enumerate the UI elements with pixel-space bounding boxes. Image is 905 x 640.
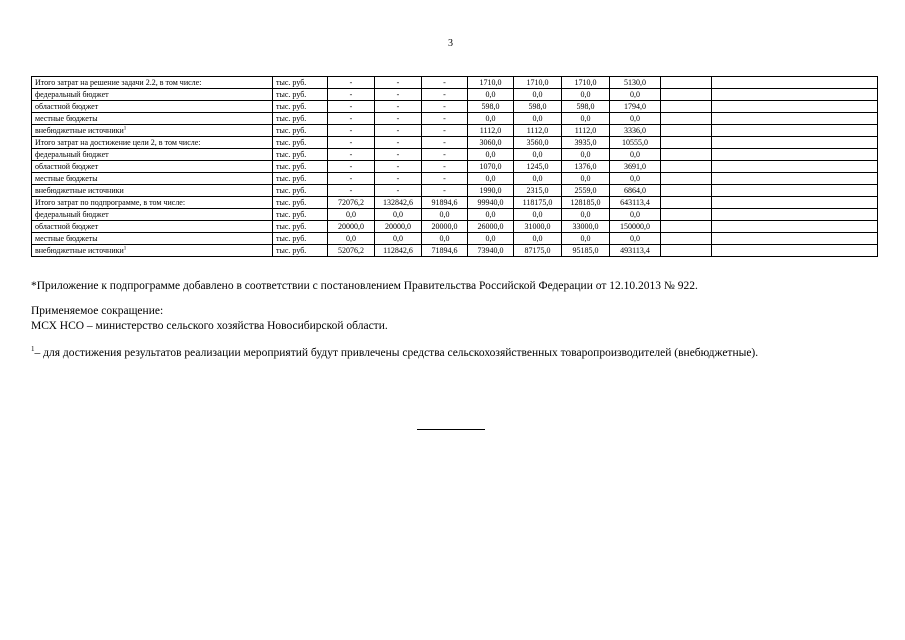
value-cell: - [422,161,468,173]
closing-rule [417,429,485,430]
table-row [32,161,878,173]
appendix-note: *Приложение к подпрограмме добавлено в соответствии с постановлением Правительства Российской Федерации от 12.10.2013 № 922. [31,280,698,292]
row-label-cell [32,113,273,125]
value-cell: 1710,0 [562,77,610,89]
value-cell: 0,0 [610,149,661,161]
value-cell [712,149,878,161]
table-row [32,137,878,149]
value-cell [712,137,878,149]
value-cell [661,221,712,233]
value-cell: 1112,0 [468,125,514,137]
table-row [32,245,878,257]
value-cell: - [328,185,375,197]
value-cell: 0,0 [562,113,610,125]
unit-cell: тыс. руб. [273,101,328,113]
table-row [32,221,878,233]
row-label: Итого затрат на достижение цели 2, в том числе: [35,138,201,147]
row-label: местные бюджеты [35,114,98,123]
value-cell: 0,0 [468,209,514,221]
value-cell [712,77,878,89]
value-cell: 99940,0 [468,197,514,209]
value-cell: - [375,149,422,161]
value-cell: 1245,0 [514,161,562,173]
value-cell: 91894,6 [422,197,468,209]
row-label: внебюджетные источники [35,186,124,195]
row-label-cell [32,101,273,113]
value-cell: - [375,101,422,113]
value-cell: 0,0 [610,233,661,245]
value-cell [712,161,878,173]
value-cell: 0,0 [468,89,514,101]
value-cell: 0,0 [375,209,422,221]
value-cell: - [375,161,422,173]
value-cell: 0,0 [514,149,562,161]
value-cell: 1112,0 [562,125,610,137]
table-row [32,125,878,137]
value-cell [712,185,878,197]
value-cell: 26000,0 [468,221,514,233]
unit-cell: тыс. руб. [273,77,328,89]
value-cell: 493113,4 [610,245,661,257]
value-cell: 0,0 [514,233,562,245]
value-cell [661,101,712,113]
row-label-cell [32,209,273,221]
row-label-cell [32,137,273,149]
table-row [32,149,878,161]
table-row [32,113,878,125]
value-cell: 3691,0 [610,161,661,173]
row-label-cell [32,149,273,161]
row-label-cell [32,77,273,89]
unit-cell: тыс. руб. [273,233,328,245]
row-label-cell [32,185,273,197]
table-row [32,209,878,221]
value-cell: - [328,149,375,161]
unit-cell: тыс. руб. [273,161,328,173]
value-cell [712,209,878,221]
value-cell: 0,0 [328,209,375,221]
unit-cell: тыс. руб. [273,89,328,101]
footnote-mark: 1 [31,345,35,354]
value-cell: - [375,185,422,197]
unit-cell: тыс. руб. [273,197,328,209]
value-cell: 0,0 [468,113,514,125]
value-cell: 128185,0 [562,197,610,209]
value-cell: 0,0 [562,173,610,185]
value-cell: 2315,0 [514,185,562,197]
value-cell [661,89,712,101]
value-cell: 0,0 [562,209,610,221]
value-cell [661,209,712,221]
value-cell [712,89,878,101]
value-cell: 1376,0 [562,161,610,173]
value-cell [661,245,712,257]
value-cell [661,161,712,173]
value-cell: 0,0 [422,233,468,245]
row-label: федеральный бюджет [35,150,109,159]
row-label: Итого затрат на решение задачи 2.2, в том числе: [35,78,202,87]
value-cell [661,125,712,137]
row-label: федеральный бюджет [35,90,109,99]
value-cell: 73940,0 [468,245,514,257]
row-label: местные бюджеты [35,234,98,243]
value-cell [712,113,878,125]
value-cell [712,221,878,233]
value-cell: 5130,0 [610,77,661,89]
unit-cell: тыс. руб. [273,125,328,137]
value-cell: - [328,113,375,125]
value-cell: - [328,125,375,137]
value-cell: - [328,137,375,149]
value-cell: 1990,0 [468,185,514,197]
unit-cell: тыс. руб. [273,137,328,149]
value-cell: 0,0 [562,89,610,101]
value-cell: 0,0 [610,173,661,185]
value-cell: 72076,2 [328,197,375,209]
table-row [32,77,878,89]
value-cell [661,113,712,125]
value-cell: 598,0 [468,101,514,113]
unit-cell: тыс. руб. [273,245,328,257]
row-label: федеральный бюджет [35,210,109,219]
value-cell: 33000,0 [562,221,610,233]
row-label-cell [32,125,273,137]
row-label-cell [32,89,273,101]
value-cell: 0,0 [514,209,562,221]
value-cell [661,149,712,161]
row-label: местные бюджеты [35,174,98,183]
value-cell: 150000,0 [610,221,661,233]
row-label: областной бюджет [35,162,99,171]
value-cell: 0,0 [610,89,661,101]
value-cell: 0,0 [610,209,661,221]
value-cell: - [375,77,422,89]
value-cell: 0,0 [422,209,468,221]
value-cell [712,233,878,245]
value-cell: 643113,4 [610,197,661,209]
value-cell: - [328,161,375,173]
footnote-reference: 1 [123,126,127,132]
value-cell [661,173,712,185]
value-cell: 132842,6 [375,197,422,209]
row-label: областной бюджет [35,222,99,231]
value-cell: 0,0 [514,89,562,101]
value-cell [661,77,712,89]
value-cell [661,233,712,245]
footnote-text: – для достижения результатов реализации мероприятий будут привлечены средства сельскохозяйственных товаропроизводителей (внебюджетные). [34,347,759,359]
value-cell: - [422,89,468,101]
value-cell: 598,0 [562,101,610,113]
row-label: областной бюджет [35,102,99,111]
table-row [32,185,878,197]
value-cell: 0,0 [562,233,610,245]
table-row [32,89,878,101]
value-cell: 95185,0 [562,245,610,257]
value-cell: - [375,137,422,149]
value-cell: 0,0 [610,113,661,125]
unit-cell: тыс. руб. [273,209,328,221]
value-cell: 20000,0 [375,221,422,233]
value-cell [712,197,878,209]
value-cell: 87175,0 [514,245,562,257]
budget-table-body [32,77,878,257]
value-cell [661,185,712,197]
value-cell: 0,0 [514,113,562,125]
value-cell: 1070,0 [468,161,514,173]
value-cell: - [422,77,468,89]
row-label: Итого затрат по подпрограмме, в том числе: [35,198,186,207]
value-cell: 2559,0 [562,185,610,197]
value-cell: 20000,0 [328,221,375,233]
value-cell: 0,0 [468,149,514,161]
value-cell: 3336,0 [610,125,661,137]
value-cell [712,173,878,185]
value-cell: 1710,0 [514,77,562,89]
value-cell: 0,0 [468,173,514,185]
value-cell [661,197,712,209]
table-row [32,101,878,113]
row-label-cell [32,161,273,173]
value-cell: - [422,185,468,197]
value-cell: - [328,89,375,101]
value-cell: 598,0 [514,101,562,113]
value-cell: 3935,0 [562,137,610,149]
page-number: 3 [448,38,453,49]
value-cell: 0,0 [562,149,610,161]
value-cell: - [422,113,468,125]
value-cell: 71894,6 [422,245,468,257]
value-cell: - [328,101,375,113]
footnote-reference: 1 [123,246,127,252]
row-label: внебюджетные источники [35,126,124,135]
value-cell: 118175,0 [514,197,562,209]
value-cell [712,101,878,113]
value-cell: - [328,77,375,89]
value-cell: - [422,101,468,113]
value-cell: - [422,137,468,149]
value-cell: 31000,0 [514,221,562,233]
unit-cell: тыс. руб. [273,113,328,125]
value-cell: 3560,0 [514,137,562,149]
value-cell: - [422,173,468,185]
row-label-cell [32,245,273,257]
unit-cell: тыс. руб. [273,149,328,161]
value-cell: - [422,149,468,161]
abbreviation-heading: Применяемое сокращение: [31,305,164,317]
value-cell: - [375,125,422,137]
table-row [32,197,878,209]
value-cell: - [375,113,422,125]
value-cell [661,137,712,149]
table-row [32,233,878,245]
row-label-cell [32,233,273,245]
value-cell: 3060,0 [468,137,514,149]
abbreviation-text: МСХ НСО – министерство сельского хозяйства Новосибирской области. [31,320,388,332]
value-cell: 6864,0 [610,185,661,197]
row-label: внебюджетные источники [35,246,124,255]
value-cell: - [422,125,468,137]
value-cell: 0,0 [328,233,375,245]
value-cell [712,245,878,257]
value-cell: 1710,0 [468,77,514,89]
table-row [32,173,878,185]
unit-cell: тыс. руб. [273,221,328,233]
unit-cell: тыс. руб. [273,173,328,185]
value-cell: 0,0 [514,173,562,185]
value-cell: - [375,173,422,185]
value-cell: 0,0 [375,233,422,245]
footnote [31,347,758,359]
budget-table [31,76,878,257]
value-cell: 20000,0 [422,221,468,233]
value-cell: 112842,6 [375,245,422,257]
value-cell [712,125,878,137]
row-label-cell [32,221,273,233]
unit-cell: тыс. руб. [273,185,328,197]
value-cell: 1794,0 [610,101,661,113]
row-label-cell [32,197,273,209]
row-label-cell [32,173,273,185]
value-cell: 52076,2 [328,245,375,257]
value-cell: 0,0 [468,233,514,245]
value-cell: 1112,0 [514,125,562,137]
value-cell: - [375,89,422,101]
value-cell: 10555,0 [610,137,661,149]
value-cell: - [328,173,375,185]
